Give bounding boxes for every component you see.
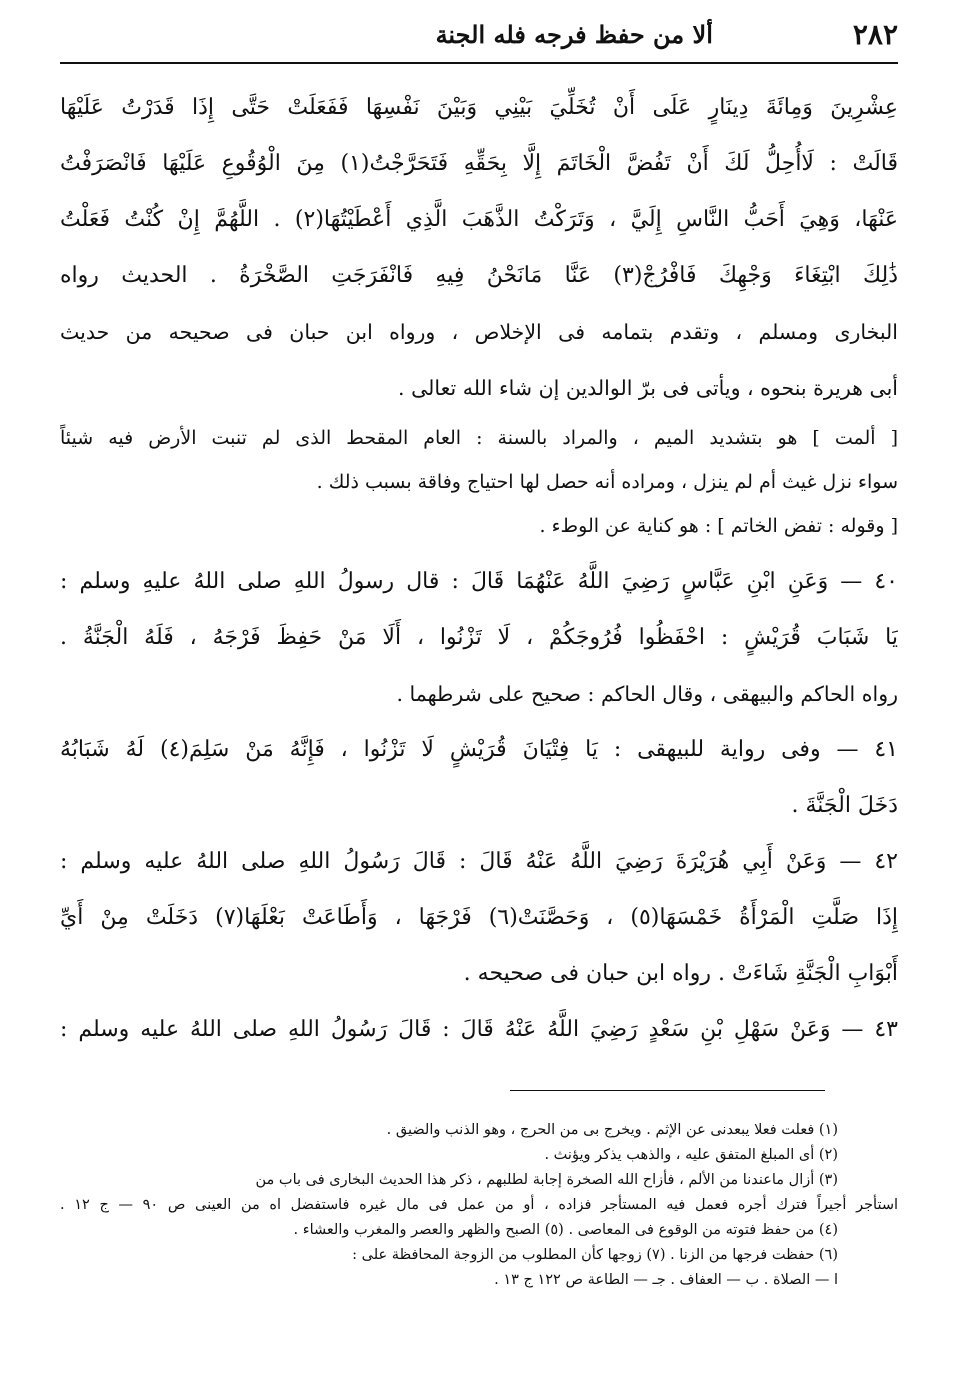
text-line: أبى هريرة بنحوه ، ويأتى فى برّ الوالدين إن شاء الله تعالى . bbox=[398, 376, 898, 400]
text-line: دَخَلَ الْجَنَّةَ . bbox=[791, 793, 898, 818]
text-line: البخارى ومسلم ، وتقدم بتمامه فى الإخلاص ، ورواه ابن حبان فى صحيحه من حديث bbox=[60, 320, 898, 344]
footnote-line: (٢) أى المبلغ المتفق عليه ، والذهب يذكر ويؤنث . bbox=[544, 1147, 838, 1163]
gloss-line: سواء نزل غيث أم لم ينزل ، ومراده أنه حصل لها احتياج وفاقة بسبب ذلك . bbox=[316, 471, 898, 493]
gloss-line: [ وقوله : تفض الخاتم ] : هو كناية عن الوطء . bbox=[539, 515, 898, 537]
footnote-line: (٦) حفظت فرجها من الزنا . (٧) زوجها كأن المطلوب من الزوجة المحافظة على : bbox=[352, 1247, 838, 1263]
page-header bbox=[60, 14, 898, 54]
text-line: رواه الحاكم والبيهقى ، وقال الحاكم : صحيح على شرطهما . bbox=[396, 682, 898, 706]
hadith-42-line: ٤٢ — وَعَنْ أَبِي هُرَيْرَةَ رَضِيَ اللَّهُ عَنْهُ قَالَ : قَالَ رَسُولُ اللهِ صلى اللهُ عليه وسلم : bbox=[60, 849, 898, 874]
gloss-line: [ ألمت ] هو بتشديد الميم ، والمراد بالسنة : العام المقحط الذى لم تنبت الأرض فيه شيئاً bbox=[60, 427, 898, 449]
main-text bbox=[60, 80, 898, 1058]
hadith-41-line: ٤١ — وفى رواية للبيهقى : يَا فِتْيَانَ قُرَيْشٍ لَا تَزْنُوا ، فَإِنَّهُ مَنْ سَلِمَ(٤) لَهُ شَبَابُهُ bbox=[60, 737, 898, 762]
text-line: عِشْرِينَ وَمِائَةَ دِينَارٍ عَلَى أَنْ تُخَلِّيَ بَيْنِي وَبَيْنَ نَفْسِهَا فَفَعَلَتْ حَتَّى إِذَا قَدَرْتُ عَلَيْهَا bbox=[60, 95, 898, 120]
text-line: ذَٰلِكَ ابْتِغَاءَ وَجْهِكَ فَافْرُجْ(٣) عَنَّا مَانَحْنُ فِيهِ فَانْفَرَجَتِ الصَّخْرَةُ . الحديث رواه bbox=[60, 263, 898, 288]
running-title: ألا من حفظ فرجه فله الجنة bbox=[435, 19, 713, 49]
header-rule bbox=[60, 62, 898, 64]
hadith-43-line: ٤٣ — وَعَنْ سَهْلِ بْنِ سَعْدٍ رَضِيَ اللَّهُ عَنْهُ قَالَ : قَالَ رَسُولُ اللهِ صلى اللهُ عليه وسلم : bbox=[60, 1017, 898, 1042]
footnote-line: (٤) من حفظ فتوته من الوقوع فى المعاصى . (٥) الصبح والظهر والعصر والمغرب والعشاء . bbox=[293, 1222, 838, 1238]
footnotes bbox=[60, 1118, 898, 1293]
text-line: أَبْوَابِ الْجَنَّةِ شَاءَتْ . رواه ابن حبان فى صحيحه . bbox=[463, 961, 898, 986]
page-number: ٢٨٢ bbox=[852, 17, 898, 51]
text-line: يَا شَبَابَ قُرَيْشٍ : احْفَظُوا فُرُوجَكُمْ ، لَا تَزْنُوا ، أَلَا مَنْ حَفِظَ فَرْجَهُ ، فَلَهُ الْجَنَّةُ . bbox=[60, 625, 898, 650]
footnote-line: ا — الصلاة . ب — العفاف . جـ — الطاعة ص ١٢٢ ج ١٣ . bbox=[494, 1272, 838, 1288]
footnote-line: (١) فعلت فعلا يبعدنى عن الإثم . ويخرج بى من الحرج ، وهو الذنب والضيق . bbox=[386, 1122, 838, 1138]
hadith-40-line: ٤٠ — وَعَنِ ابْنِ عَبَّاسٍ رَضِيَ اللَّهُ عَنْهُمَا قَالَ : قال رسولُ اللهِ صلى اللهُ عليهِ وسلم : bbox=[60, 569, 898, 594]
text-line: إِذَا صَلَّتِ الْمَرْأَةُ خَمْسَهَا(٥) ، وَحَصَّنَتْ(٦) فَرْجَهَا ، وَأَطَاعَتْ بَعْلَهَا(٧) دَخَلَتْ مِنْ أَيِّ bbox=[60, 905, 898, 930]
footnote-rule bbox=[510, 1090, 825, 1091]
footnote-line: (٣) أزال ماعندنا من الألم ، فأزاح الله الصخرة إجابة لطلبهم ، ذكر هذا الحديث البخارى فى باب من bbox=[255, 1172, 838, 1188]
text-line: قَالَتْ : لَاأُحِلُّ لَكَ أَنْ تَفُضَّ الْخَاتَمَ إِلَّا بِحَقِّهِ فَتَحَرَّجْتُ(١) مِنَ الْوُقُوعِ عَلَيْهَا فَانْصَرَفْتُ bbox=[60, 151, 898, 176]
text-line: عَنْهَا، وَهِيَ أَحَبُّ النَّاسِ إِلَيَّ ، وَتَرَكْتُ الذَّهَبَ الَّذِي أَعْطَيْتُهَا(٢) . اللَّهُمَّ إِنْ كُنْتُ فَعَلْتُ bbox=[60, 207, 898, 232]
footnote-line: استأجر أجيراً فترك أجره فعمل فيه المستأجر فزاده ، أو من عمل فى مال غيره فاستفضل اه من العينى ص ٩٠ — ج ١٢ . bbox=[60, 1197, 898, 1213]
